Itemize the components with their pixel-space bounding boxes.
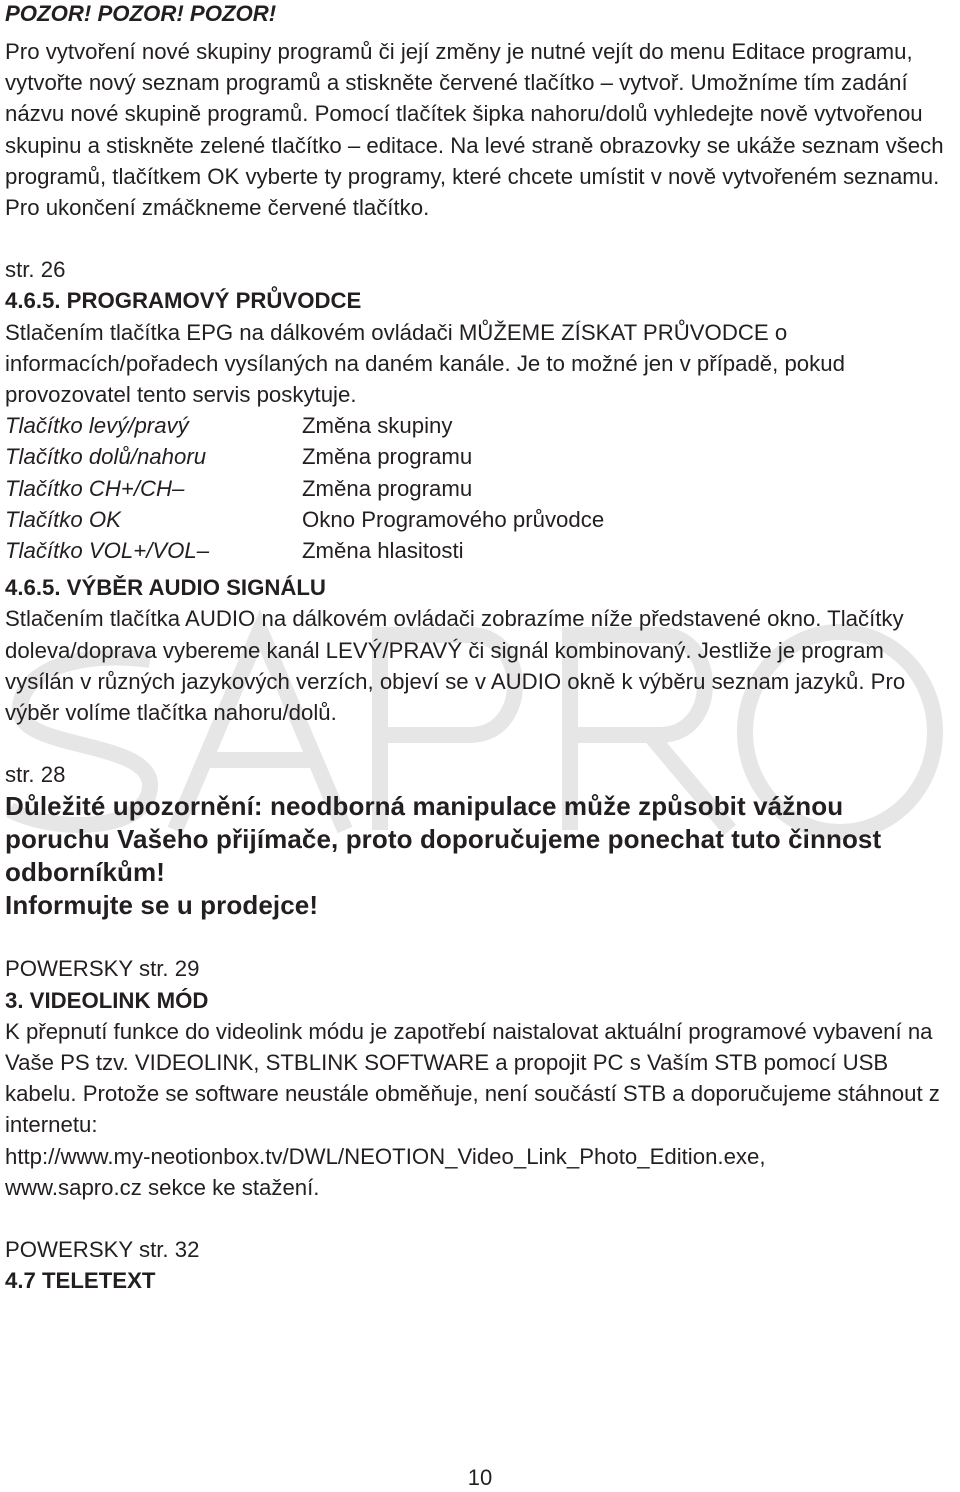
page-content: [5, 2, 953, 1297]
important-warning: Důležité upozornění: neodborná manipulace může způsobit vážnou poruchu Vašeho přijímače, proto doporučujeme ponechat tuto činnost odborníkům!: [5, 791, 882, 888]
key-row: [5, 410, 953, 441]
key-action: Změna programu: [302, 444, 473, 470]
intro-paragraph: Pro vytvoření nové skupiny programů či její změny je nutné vejít do menu Editace programu, vytvořte nový seznam programů a stiskněte červené tlačítko – vytvoř. Umožníme tím zadání názvu nové skupině programů. Pomocí tlačítek šipka nahoru/dolů vyhledejte nově vytvořenou skupinu a stiskněte zelené tlačítko – editace. Na levé straně obrazovky se ukáže seznam všech programů, tlačítkem OK vyberte ty programy, které chcete umístit v nově vytvořeném seznamu. Pro ukončení zmáčkneme červené tlačítko.: [5, 39, 944, 221]
epg-heading: 4.6.5. PROGRAMOVÝ PRŮVODCE: [5, 288, 362, 314]
videolink-page-ref: POWERSKY str. 29: [5, 956, 200, 982]
key-label: Tlačítko CH+/CH–: [5, 475, 185, 501]
key-row: [5, 473, 953, 504]
epg-page-ref: str. 26: [5, 257, 66, 283]
sapro-site-note: www.sapro.cz sekce ke stažení.: [5, 1174, 320, 1200]
epg-key-table: [5, 410, 953, 566]
contact-seller-note: Informujte se u prodejce!: [5, 890, 319, 921]
key-row: [5, 441, 953, 472]
key-label: Tlačítko OK: [5, 506, 121, 532]
key-action: Změna programu: [302, 475, 473, 501]
key-label: Tlačítko dolů/nahoru: [5, 444, 207, 470]
key-row: [5, 535, 953, 566]
download-url: http://www.my-neotionbox.tv/DWL/NEOTION_Video_Link_Photo_Edition.exe,: [5, 1143, 766, 1169]
audio-heading: 4.6.5. VÝBĚR AUDIO SIGNÁLU: [5, 575, 326, 601]
key-label: Tlačítko VOL+/VOL–: [5, 538, 210, 564]
key-action: Změna hlasitosti: [302, 538, 464, 564]
important-page-ref: str. 28: [5, 762, 66, 788]
audio-paragraph: Stlačením tlačítka AUDIO na dálkovém ovládači zobrazíme níže představené okno. Tlačítky doleva/doprava vybereme kanál LEVÝ/PRAVÝ či signál kombinovaný. Jestliže je program vysílán v různých jazykových verzích, objeví se v AUDIO okně k výběru seznam jazyků. Pro výběr volíme tlačítka nahoru/dolů.: [5, 606, 906, 726]
key-row: [5, 504, 953, 535]
warning-title: POZOR! POZOR! POZOR!: [5, 1, 277, 26]
videolink-paragraph: K přepnutí funkce do videolink módu je zapotřebí naistalovat aktuální programové vybavení na Vaše PS tzv. VIDEOLINK, STBLINK SOFTWARE a propojit PC s Vaším STB pomocí USB kabelu. Protože se software neustále obměňuje, není součástí STB a doporučujeme stáhnout z internetu:: [5, 1018, 940, 1138]
key-label: Tlačítko levý/pravý: [5, 413, 189, 439]
teletext-page-ref: POWERSKY str. 32: [5, 1237, 200, 1263]
epg-paragraph: Stlačením tlačítka EPG na dálkovém ovládači MŮŽEME ZÍSKAT PRŮVODCE o informacích/pořadech vysílaných na daném kanále. Je to možné jen v případě, pokud provozovatel tento servis poskytuje.: [5, 319, 845, 408]
videolink-heading: 3. VIDEOLINK MÓD: [5, 987, 209, 1013]
key-action: Změna skupiny: [302, 413, 453, 439]
key-action: Okno Programového průvodce: [302, 506, 605, 532]
page-number: 10: [467, 1465, 493, 1490]
teletext-heading: 4.7 TELETEXT: [5, 1268, 156, 1294]
